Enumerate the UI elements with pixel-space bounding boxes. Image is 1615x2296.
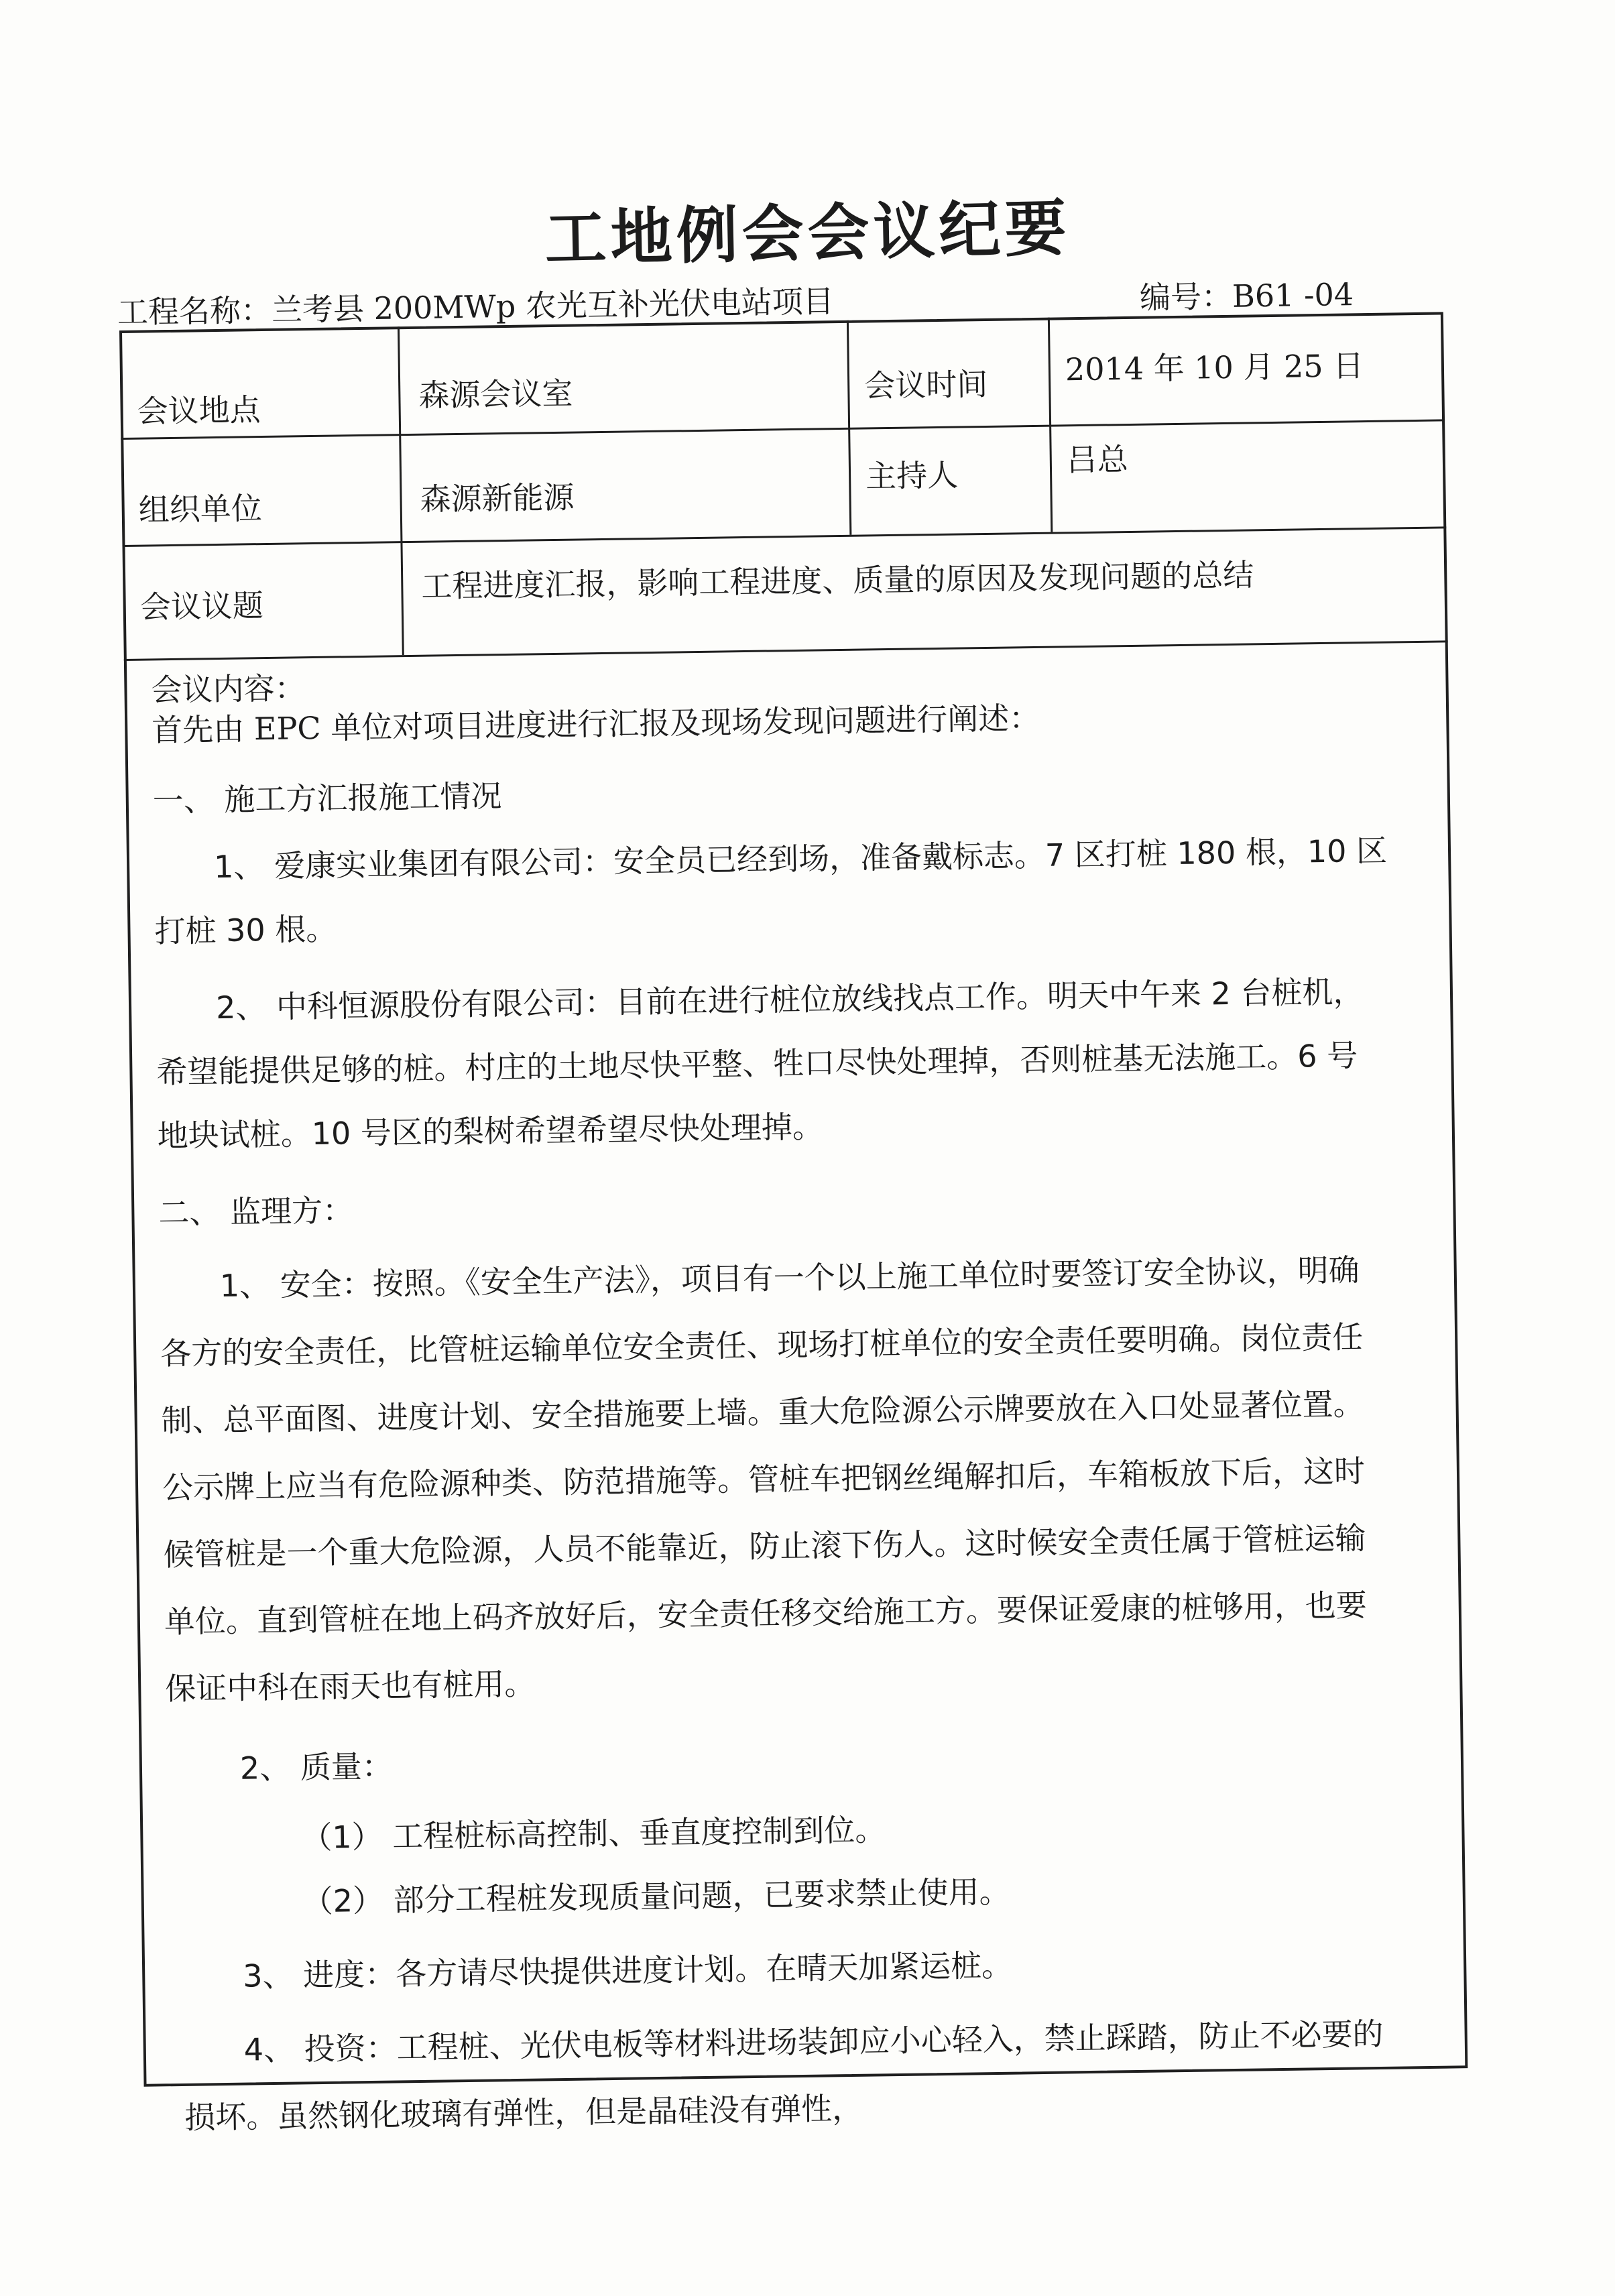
list-item: （2） 部分工程桩发现质量问题，已要求禁止使用。 bbox=[302, 1873, 1010, 1920]
paragraph-line: 1、 安全：按照。《安全生产法》，项目有一个以上施工单位时要签订安全协议，明确 bbox=[219, 1252, 1360, 1305]
paragraph-line: 损坏。虽然钢化玻璃有弹性，但是晶硅没有弹性， bbox=[184, 2090, 863, 2136]
host-value: 吕总 bbox=[1066, 441, 1129, 479]
document-title: 工地例会会议纪要 bbox=[544, 192, 1071, 276]
meeting-time-label: 会议时间 bbox=[863, 365, 988, 404]
paragraph-line: 4、 投资：工程桩、光伏电板等材料进场装卸应小心轻入，禁止踩踏，防止不必要的 bbox=[243, 2015, 1384, 2068]
minutes-form bbox=[119, 312, 1468, 2136]
paragraph-line: 2、 中科恒源股份有限公司：目前在进行桩位放线找点工作。明天中午来 2 台桩机， bbox=[215, 973, 1364, 1026]
content-heading: 会议内容： bbox=[151, 670, 306, 709]
paragraph-line: 1、 爱康实业集团有限公司：安全员已经到场，准备戴标志。7 区打桩 180 根，10 区 bbox=[213, 832, 1388, 886]
paragraph-line: 候管桩是一个重大危险源，人员不能靠近，防止滚下伤人。这时候安全责任属于管桩运输 bbox=[163, 1520, 1366, 1573]
paragraph-line: 各方的安全责任，比管桩运输单位安全责任、现场打桩单位的安全责任要明确。岗位责任 bbox=[160, 1319, 1364, 1372]
content-intro: 首先由 EPC 单位对项目进度进行汇报及现场发现问题进行阐述： bbox=[151, 699, 1040, 749]
paragraph-line: 地块试桩。10 号区的梨树希望希望尽快处理掉。 bbox=[157, 1108, 824, 1154]
paragraph-line: 保证中科在雨天也有桩用。 bbox=[164, 1665, 536, 1707]
organizer-value: 森源新能源 bbox=[420, 479, 575, 518]
document-number: 编号：B61 -04 bbox=[1139, 276, 1354, 316]
meeting-location-value: 森源会议室 bbox=[418, 375, 573, 414]
meeting-topic-value: 工程进度汇报，影响工程进度、质量的原因及发现问题的总结 bbox=[420, 556, 1254, 605]
paragraph-line: 打桩 30 根。 bbox=[154, 910, 337, 950]
paragraph-line: 制、总平面图、进度计划、安全措施要上墙。重大危险源公示牌要放在入口处显著位置。 bbox=[161, 1386, 1364, 1439]
paragraph-line: 3、 进度：各方请尽快提供进度计划。在晴天加紧运桩。 bbox=[242, 1947, 1013, 1994]
organizer-label: 组织单位 bbox=[138, 490, 263, 528]
paragraph-line: 公示牌上应当有危险源种类、防范措施等。管桩车把钢丝绳解扣后，车箱板放下后，这时 bbox=[162, 1453, 1366, 1506]
meeting-time-value: 2014 年 10 月 25 日 bbox=[1065, 347, 1364, 388]
meeting-location-label: 会议地点 bbox=[137, 391, 261, 430]
section-title: 一、 施工方汇报施工情况 bbox=[152, 778, 502, 819]
section-title: 二、 监理方： bbox=[158, 1192, 354, 1231]
host-label: 主持人 bbox=[865, 457, 959, 495]
meeting-topic-label: 会议议题 bbox=[139, 587, 264, 625]
subsection-title: 2、 质量： bbox=[239, 1748, 394, 1787]
list-item: （1） 工程桩标高控制、垂直度控制到位。 bbox=[301, 1811, 886, 1856]
project-name: 工程名称：兰考县 200MWp 农光互补光伏电站项目 bbox=[117, 283, 835, 330]
paragraph-line: 希望能提供足够的桩。村庄的土地尽快平整、牲口尽快处理掉，否则桩基无法施工。6 号 bbox=[156, 1037, 1358, 1091]
paragraph-line: 单位。直到管桩在地上码齐放好后，安全责任移交给施工方。要保证爱康的桩够用，也要 bbox=[164, 1587, 1368, 1640]
